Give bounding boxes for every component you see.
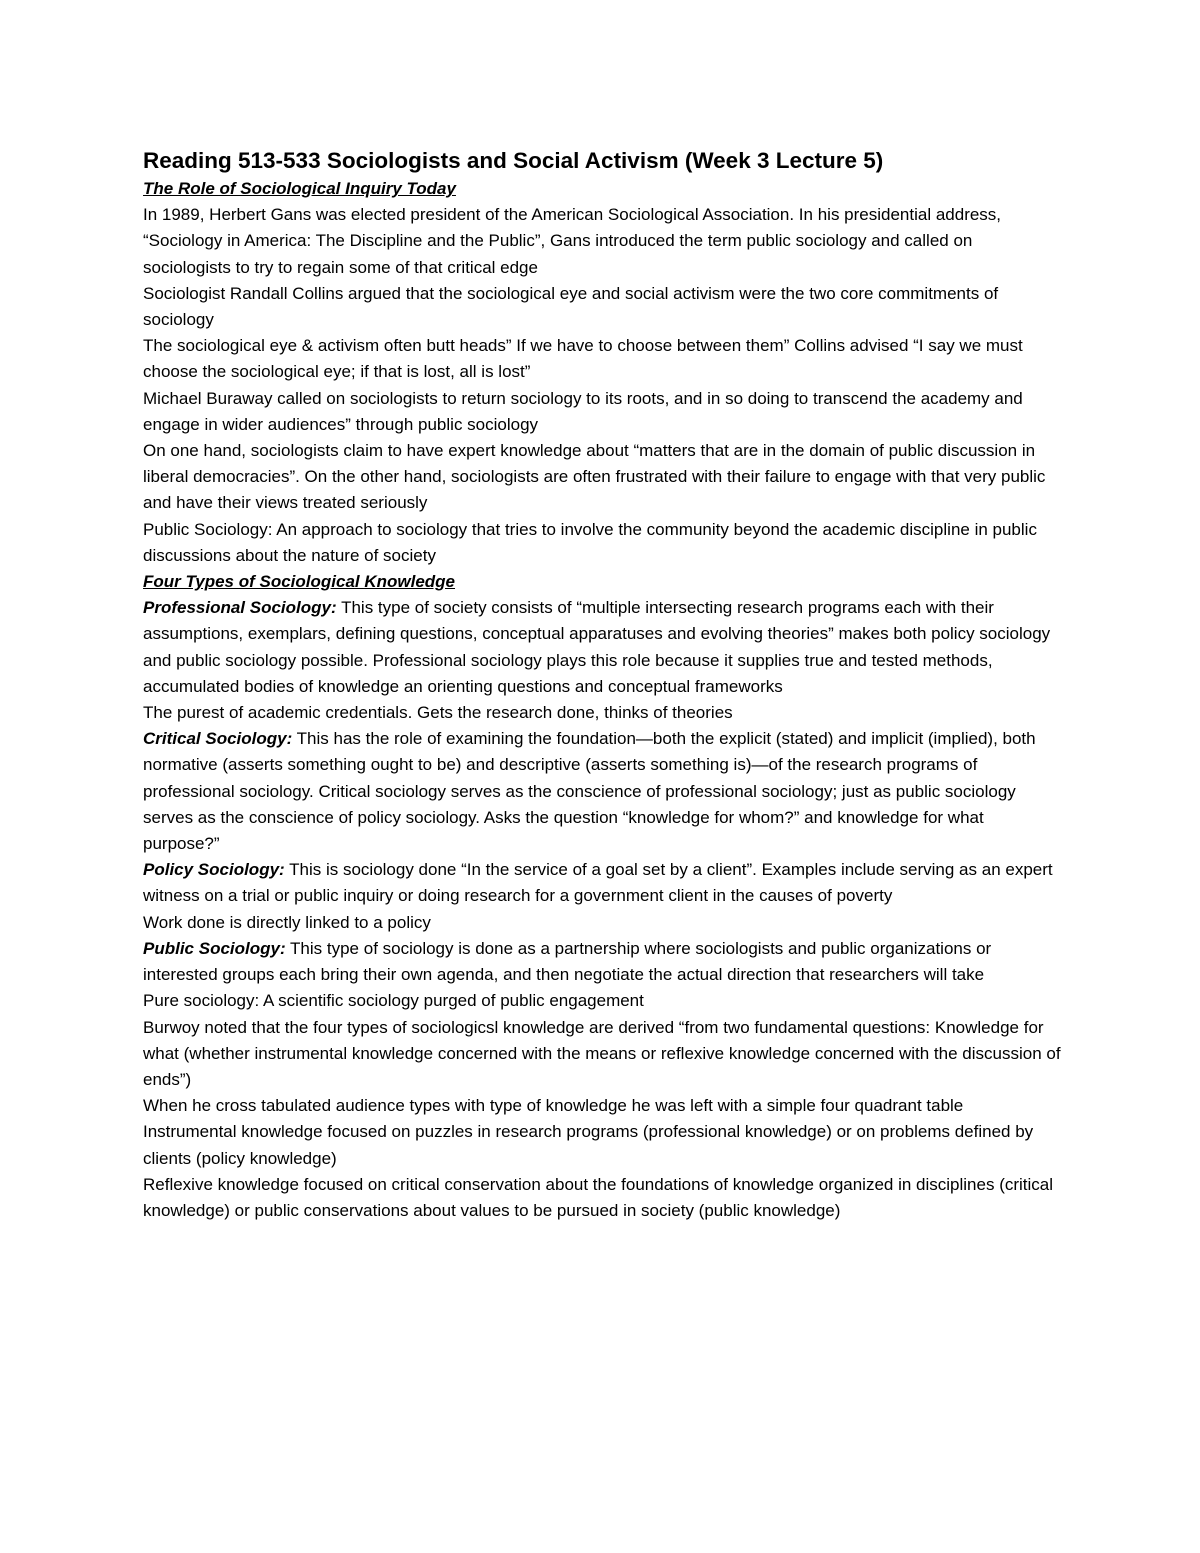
text-public-sociology: This type of sociology is done as a partnership where sociologists and public organizations or interested groups each bring their own agenda, and then negotiate the actual direction that researchers will take: [143, 938, 992, 985]
paragraph-public-sociology-definition: Public Sociology: An approach to sociology that tries to involve the community beyond the academic discipline in public discussions about the nature of society: [143, 519, 1037, 565]
paragraph-cross-tabulated: When he cross tabulated audience types with type of knowledge he was left with a simple four quadrant table: [143, 1096, 964, 1116]
paragraph-professional-sociology: [143, 595, 1063, 700]
paragraph-policy-sociology: [143, 857, 1063, 909]
document-title: Reading 513-533 Sociologists and Social Activism (Week 3 Lecture 5): [143, 148, 884, 173]
paragraph-policy-note: Work done is directly linked to a policy: [143, 912, 431, 932]
text-critical-sociology: This has the role of examining the foundation—both the explicit (stated) and implicit (implied), both normative (asserts something ought to be) and descriptive (asserts something is)—of the research programs of professional sociology. Critical sociology serves as the conscience of professional sociology; just as public sociology serves as the conscience of policy sociology. Asks the question “knowledge for whom?” and knowledge for what purpose?”: [143, 729, 1036, 854]
paragraph-critical-sociology: [143, 726, 1063, 857]
section-heading-four-types: Four Types of Sociological Knowledge: [143, 572, 456, 592]
paragraph-professional-note: The purest of academic credentials. Gets the research done, thinks of theories: [143, 703, 733, 723]
paragraph-reflexive-knowledge: Reflexive knowledge focused on critical conservation about the foundations of knowledge organized in disciplines (critical knowledge) or public conservations about values to be pursued in society (public knowledge): [143, 1174, 1054, 1220]
text-policy-sociology: This is sociology done “In the service of a goal set by a client”. Examples include serving as an expert witness on a trial or public inquiry or doing research for a government client in the causes of poverty: [143, 860, 1053, 906]
term-critical-sociology: Critical Sociology:: [143, 729, 293, 749]
paragraph-collins: Sociologist Randall Collins argued that the sociological eye and social activism were the two core commitments of sociology: [143, 283, 999, 330]
text-professional-sociology: This type of society consists of “multiple intersecting research programs each with their assumptions, exemplars, defining questions, conceptual apparatuses and evolving theories” makes both policy sociology and public sociology possible. Professional sociology plays this role because it supplies true and tested methods, accumulated bodies of knowledge an orienting questions and conceptual frameworks: [143, 598, 1051, 696]
document-body: [143, 146, 1063, 1224]
paragraph-sociological-eye: The sociological eye & activism often butt heads” If we have to choose between them” Collins advised “I say we must choose the sociological eye; if that is lost, all is lost”: [143, 336, 1023, 382]
paragraph-instrumental-knowledge: Instrumental knowledge focused on puzzles in research programs (professional knowledge) or on problems defined by clients (policy knowledge): [143, 1122, 1034, 1168]
paragraph-burwoy: Burwoy noted that the four types of sociologicsl knowledge are derived “from two fundamental questions: Knowledge for what (whether instrumental knowledge concerned with the means or reflexive knowledge concerned with the discussion of ends”): [143, 1017, 1061, 1089]
paragraph-pure-sociology: Pure sociology: A scientific sociology purged of public engagement: [143, 991, 644, 1011]
term-policy-sociology: Policy Sociology:: [143, 860, 285, 880]
section-heading-role-of-inquiry: The Role of Sociological Inquiry Today: [143, 179, 456, 198]
paragraph-public-sociology: [143, 936, 1063, 988]
paragraph-buraway: Michael Buraway called on sociologists to return sociology to its roots, and in so doing to transcend the academy and engage in wider audiences” through public sociology: [143, 388, 1023, 434]
paragraph-gans: In 1989, Herbert Gans was elected president of the American Sociological Association. In his presidential address, “Sociology in America: The Discipline and the Public”, Gans introduced the term public sociology and called on sociologists to try to regain some of that critical edge: [143, 205, 1002, 277]
paragraph-expert-knowledge: On one hand, sociologists claim to have expert knowledge about “matters that are in the domain of public discussion in liberal democracies”. On the other hand, sociologists are often frustrated with their failure to engage with that very public and have their views treated seriously: [143, 441, 1046, 513]
term-professional-sociology: Professional Sociology:: [143, 598, 337, 618]
term-public-sociology: Public Sociology:: [143, 938, 286, 958]
